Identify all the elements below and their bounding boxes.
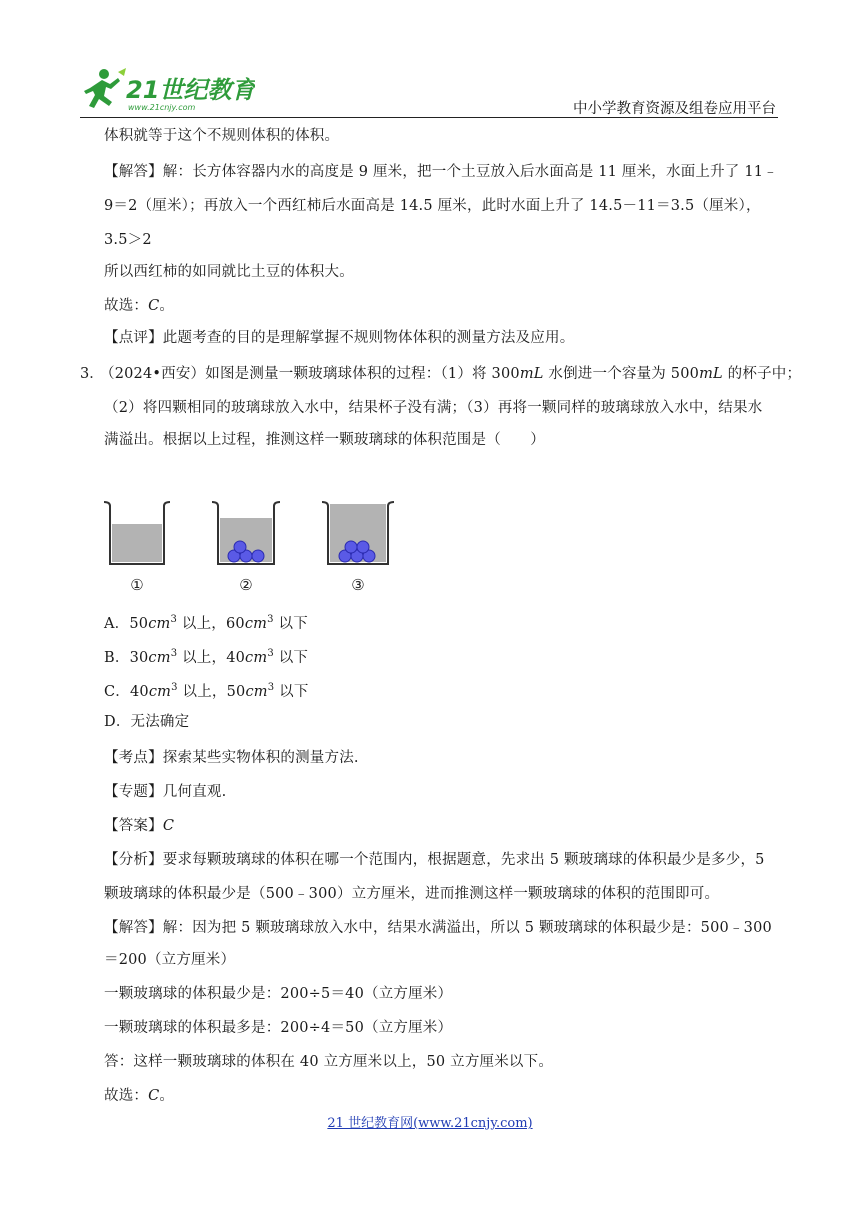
water-fill xyxy=(112,524,162,562)
prev-answer-line-1: 【解答】解：长方体容器内水的高度是 9 厘米，把一个土豆放入后水面高是 11 厘米，水面上升了 11﹣ xyxy=(104,164,778,180)
beaker-figure xyxy=(100,494,400,598)
beaker-3 xyxy=(322,502,394,564)
question-stem-line-1: （2024•西安）如图是测量一颗玻璃球体积的过程：（1）将 300mL 水倒进一个容量为 500mL 的杯子中； xyxy=(100,366,802,382)
figure-label-2: ② xyxy=(239,576,253,594)
runner-icon xyxy=(84,68,126,108)
prev-answer-line-4: 所以西红柿的如同就比土豆的体积大。 xyxy=(104,264,354,280)
page-header xyxy=(0,0,860,122)
beaker-1 xyxy=(104,502,170,564)
kaodian: 【考点】探索某些实物体积的测量方法. xyxy=(104,750,359,766)
zhuanti: 【专题】几何直观. xyxy=(104,784,227,800)
platform-name: 中小学教育资源及组卷应用平台 xyxy=(573,101,776,117)
prev-answer-line-2: 9＝2（厘米）；再放入一个西红柿后水面高是 14.5 厘米，此时水面上升了 14.5－11＝3.5（厘米）， xyxy=(104,198,761,214)
logo-url: www.21cnjy.com xyxy=(128,103,196,112)
option-d: D．无法确定 xyxy=(104,714,190,730)
solution-line-2: ＝200（立方厘米） xyxy=(104,952,236,968)
conclusion: 答：这样一颗玻璃球的体积在 40 立方厘米以上，50 立方厘米以下。 xyxy=(104,1054,554,1070)
analysis-line-1: 【分析】要求每颗玻璃球的体积在哪一个范围内，根据题意，先求出 5 颗玻璃球的体积最少是多少，5 xyxy=(104,852,765,868)
answer: 【答案】C xyxy=(104,818,175,834)
figure-label-3: ③ xyxy=(351,576,365,594)
analysis-line-2: 颗玻璃球的体积最少是（500﹣300）立方厘米，进而推测这样一颗玻璃球的体积的范围即可。 xyxy=(104,886,720,902)
footer-link[interactable]: 21 世纪教育网(www.21cnjy.com) xyxy=(327,1116,533,1131)
solution-line-3: 一颗玻璃球的体积最少是：200÷5＝40（立方厘米） xyxy=(104,986,453,1002)
figure-label-1: ① xyxy=(130,576,144,594)
beaker-2 xyxy=(212,502,280,564)
option-a: A．$50cm^3$ 以上，$60cm^3$ 以下 xyxy=(104,614,308,632)
prev-solution-line: 体积就等于这个不规则体积的体积。 xyxy=(104,128,340,144)
solution-line-4: 一颗玻璃球的体积最多是：200÷4＝50（立方厘米） xyxy=(104,1020,453,1036)
solution-line-1: 【解答】解：因为把 5 颗玻璃球放入水中，结果水满溢出，所以 5 颗玻璃球的体积最少是：500﹣300 xyxy=(104,920,772,936)
question-stem-line-3: 满溢出。根据以上过程，推测这样一颗玻璃球的体积范围是（ ） xyxy=(104,432,545,448)
logo-21cnjy xyxy=(80,66,255,114)
question-number: 3． xyxy=(80,366,104,382)
prev-answer-line-3: 3.5＞2 xyxy=(104,232,152,248)
prev-choice: 故选：C。 xyxy=(104,298,175,314)
option-b: B．$30cm^3$ 以上，$40cm^3$ 以下 xyxy=(104,648,309,666)
logo-title: 21世纪教育 xyxy=(126,76,255,104)
choice: 故选：C。 xyxy=(104,1088,175,1104)
option-c: C．$40cm^3$ 以上，$50cm^3$ 以下 xyxy=(104,682,309,700)
question-stem-line-2: （2）将四颗相同的玻璃球放入水中，结果杯子没有满；（3）再将一颗同样的玻璃球放入水中，结果水 xyxy=(104,400,763,416)
prev-comment: 【点评】此题考查的目的是理解掌握不规则物体体积的测量方法及应用。 xyxy=(104,330,575,346)
header-divider xyxy=(80,117,778,118)
